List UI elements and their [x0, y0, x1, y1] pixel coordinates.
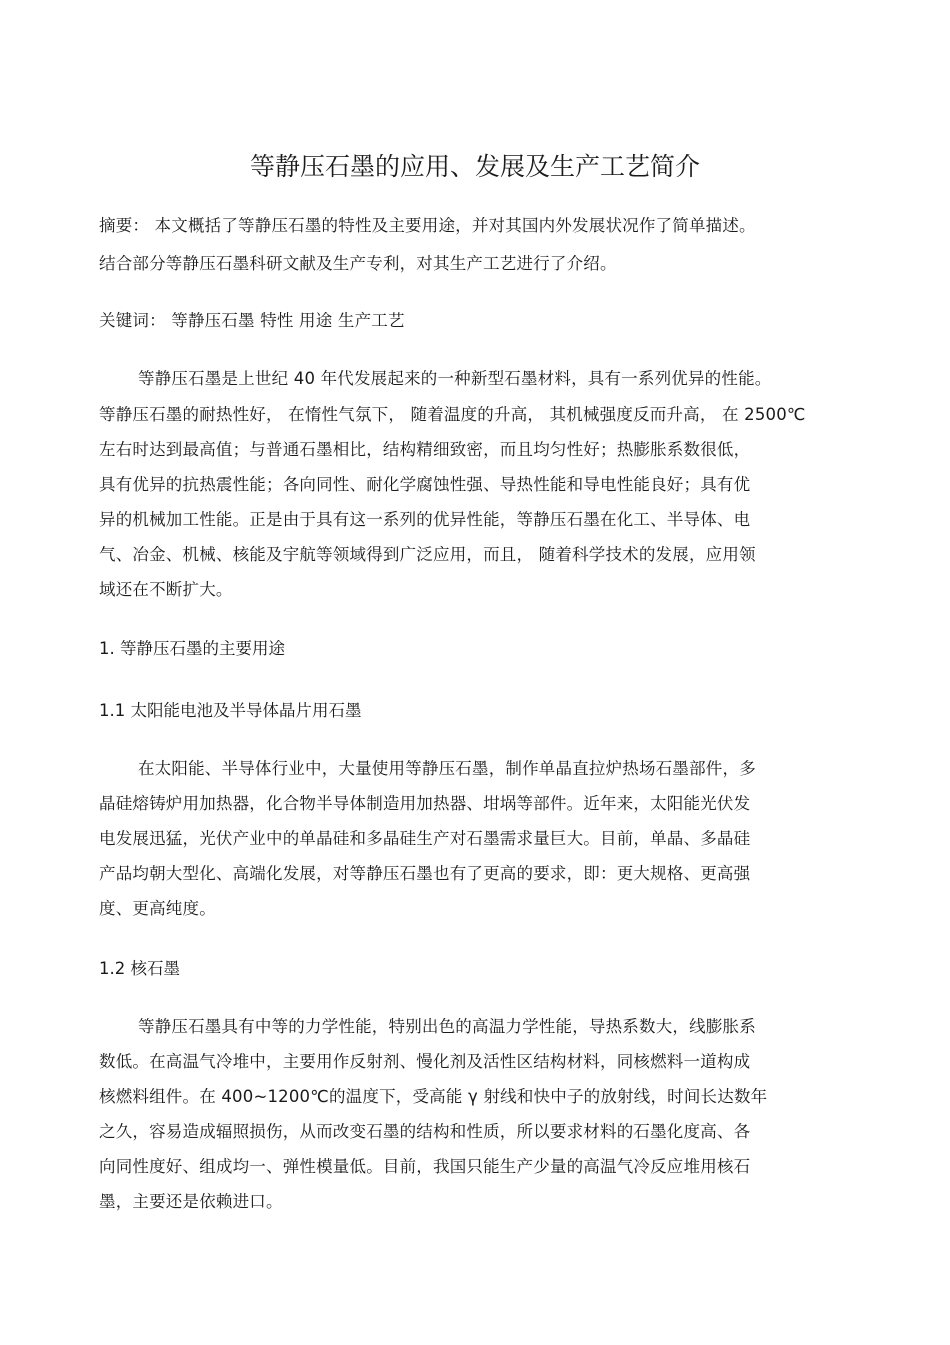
abstract-line: 结合部分等静压石墨科研文献及生产专利，对其生产工艺进行了介绍。 — [99, 254, 617, 273]
keywords-line: 关键词： 等静压石墨 特性 用途 生产工艺 — [99, 311, 405, 330]
abstract-line: 摘要： 本文概括了等静压石墨的特性及主要用途，并对其国内外发展状况作了简单描述。 — [99, 216, 756, 235]
section-heading: 1. 等静压石墨的主要用途 — [99, 639, 285, 658]
subsection-heading: 1.2 核石墨 — [99, 959, 180, 978]
document-title: 等静压石墨的应用、发展及生产工艺简介 — [249, 152, 700, 181]
section-1-2-line: 向同性度好、组成均一、弹性模量低。目前，我国只能生产少量的高温气冷反应堆用核石 — [99, 1157, 751, 1176]
section-1-2-line: 数低。在高温气冷堆中，主要用作反射剂、慢化剂及活性区结构材料，同核燃料一道构成 — [99, 1052, 751, 1071]
intro-line: 具有优异的抗热震性能；各向同性、耐化学腐蚀性强、导热性能和导电性能良好；具有优 — [99, 475, 751, 494]
section-1-1-line: 产品均朝大型化、高端化发展，对等静压石墨也有了更高的要求，即：更大规格、更高强 — [99, 864, 751, 883]
section-1-2-line: 核燃料组件。在 400~1200℃的温度下，受高能 γ 射线和快中子的放射线，时间长达数年 — [99, 1087, 768, 1106]
intro-line: 等静压石墨是上世纪 40 年代发展起来的一种新型石墨材料，具有一系列优异的性能。 — [138, 369, 772, 388]
intro-line: 域还在不断扩大。 — [99, 580, 233, 599]
intro-line: 异的机械加工性能。正是由于具有这一系列的优异性能，等静压石墨在化工、半导体、电 — [99, 510, 751, 529]
section-1-1-line: 电发展迅猛，光伏产业中的单晶硅和多晶硅生产对石墨需求量巨大。目前，单晶、多晶硅 — [99, 829, 751, 848]
section-1-1-line: 度、更高纯度。 — [99, 899, 216, 918]
section-1-2-line: 等静压石墨具有中等的力学性能，特别出色的高温力学性能，导热系数大，线膨胀系 — [138, 1017, 756, 1036]
section-1-2-line: 墨，主要还是依赖进口。 — [99, 1192, 283, 1211]
subsection-heading: 1.1 太阳能电池及半导体晶片用石墨 — [99, 701, 362, 720]
intro-line: 等静压石墨的耐热性好， 在惰性气氛下， 随着温度的升高， 其机械强度反而升高， 在 2500℃ — [99, 405, 806, 424]
section-1-1-line: 在太阳能、半导体行业中，大量使用等静压石墨，制作单晶直拉炉热场石墨部件，多 — [138, 759, 756, 778]
section-1-1-line: 晶硅熔铸炉用加热器，化合物半导体制造用加热器、坩埚等部件。近年来，太阳能光伏发 — [99, 794, 751, 813]
intro-line: 气、冶金、机械、核能及宇航等领域得到广泛应用，而且， 随着科学技术的发展，应用领 — [99, 545, 756, 564]
section-1-2-line: 之久，容易造成辐照损伤，从而改变石墨的结构和性质，所以要求材料的石墨化度高、各 — [99, 1122, 751, 1141]
intro-line: 左右时达到最高值；与普通石墨相比，结构精细致密，而且均匀性好；热膨胀系数很低， — [99, 440, 751, 459]
